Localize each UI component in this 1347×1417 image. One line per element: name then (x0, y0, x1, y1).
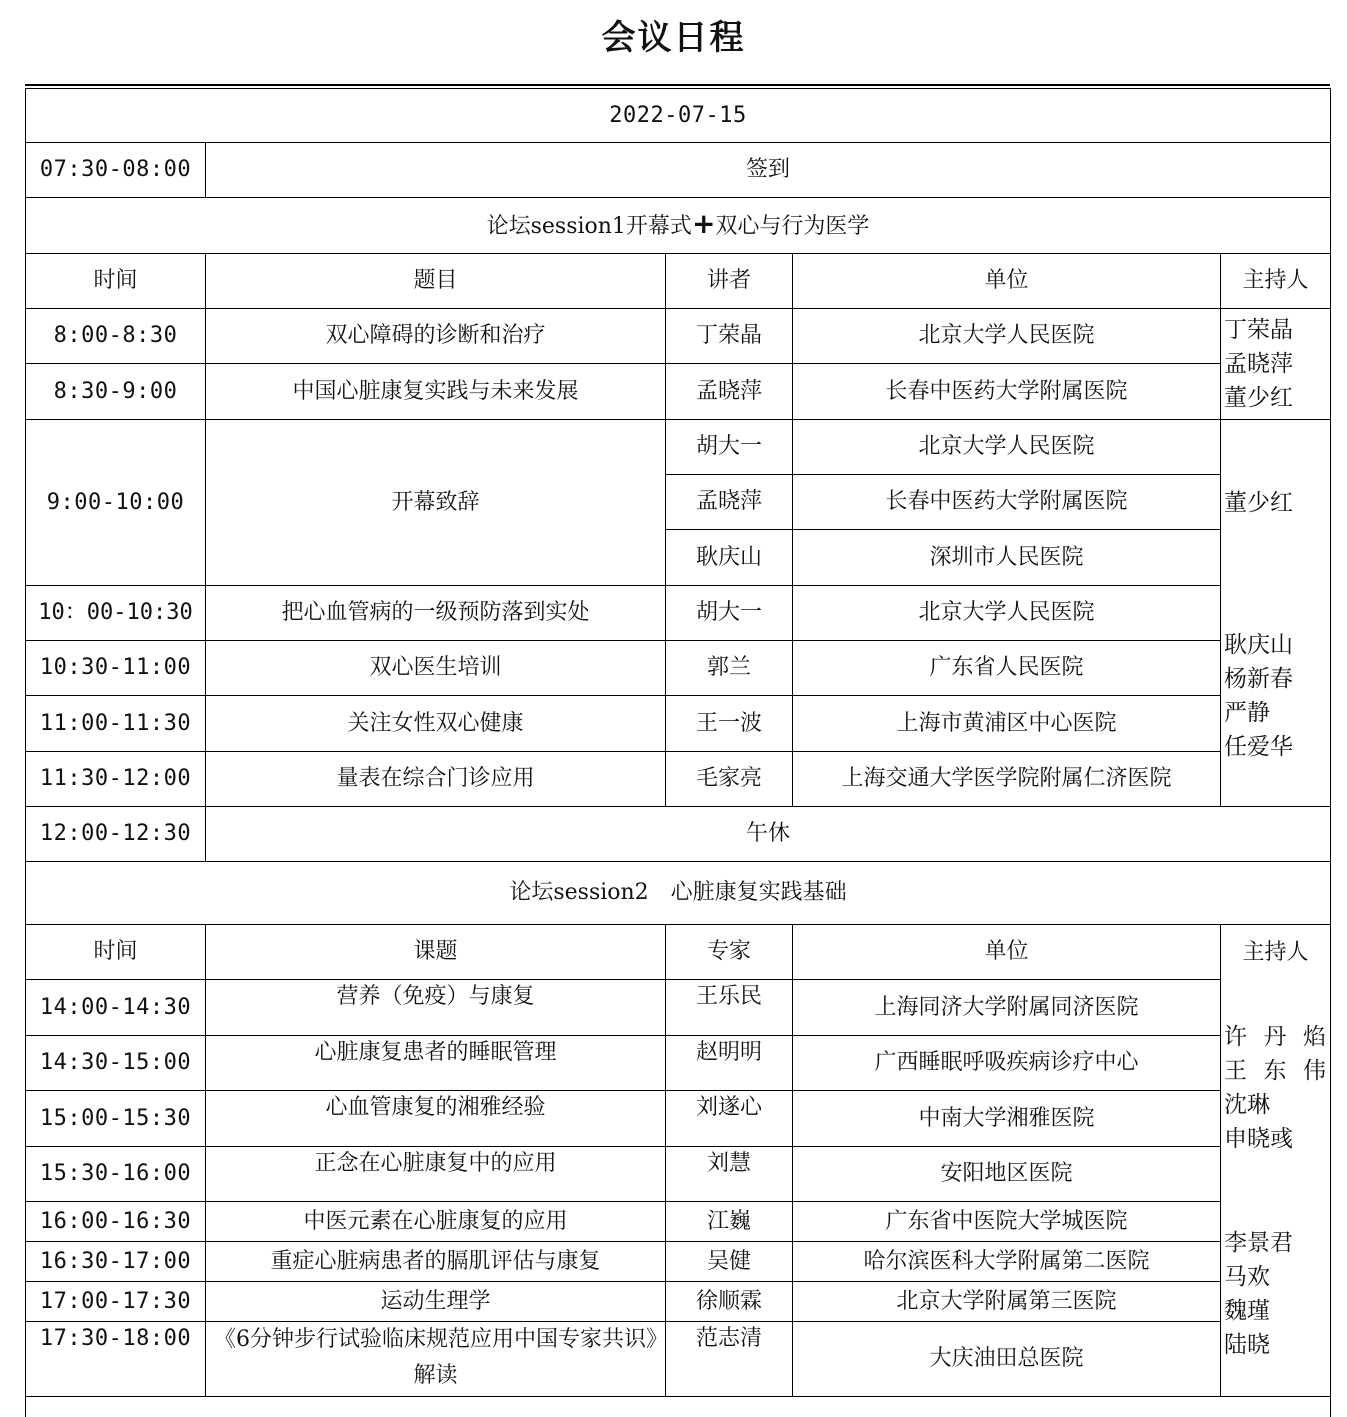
row-time: 16:30-17:00 (26, 1242, 206, 1282)
row-unit: 深圳市人民医院 (793, 530, 1221, 586)
session2-title-row (26, 862, 1331, 925)
row-time: 8:30-9:00 (26, 364, 206, 420)
hosts-cell (1221, 1202, 1331, 1397)
row-topic: 中医元素在心脏康复的应用 (206, 1202, 666, 1242)
lunch-time: 12:00-12:30 (26, 807, 206, 862)
table-row (26, 1036, 1331, 1091)
title-divider (25, 84, 1330, 86)
session1-header-row (26, 254, 1331, 309)
row-speaker: 毛家亮 (666, 752, 793, 807)
header-host: 主持人 (1221, 254, 1331, 309)
row-topic: 正念在心脏康复中的应用 (206, 1147, 666, 1202)
row-unit: 北京大学附属第三医院 (793, 1282, 1221, 1322)
row-topic: 心血管康复的湘雅经验 (206, 1091, 666, 1147)
date-row (26, 89, 1331, 143)
row-speaker: 王一波 (666, 696, 793, 752)
row-unit: 北京大学人民医院 (793, 586, 1221, 641)
row-unit: 哈尔滨医科大学附属第二医院 (793, 1242, 1221, 1282)
host-name: 申晓彧 (1224, 1125, 1293, 1152)
row-unit: 北京大学人民医院 (793, 420, 1221, 475)
row-topic: 营养（免疫）与康复 (206, 980, 666, 1036)
row-unit: 广西睡眠呼吸疾病诊疗中心 (793, 1036, 1221, 1091)
row-speaker: 孟晓萍 (666, 364, 793, 420)
row-time: 8:00-8:30 (26, 309, 206, 364)
hosts-cell (1221, 980, 1331, 1202)
row-speaker: 耿庆山 (666, 530, 793, 586)
host-name: 严静 (1224, 699, 1270, 726)
row-topic: 开幕致辞 (206, 420, 666, 586)
signin-label: 签到 (206, 143, 1331, 198)
host-name: 陆晓 (1224, 1331, 1270, 1358)
table-row (26, 364, 1331, 420)
header-unit: 单位 (793, 254, 1221, 309)
row-speaker: 丁荣晶 (666, 309, 793, 364)
table-row (26, 1147, 1331, 1202)
row-speaker: 胡大一 (666, 420, 793, 475)
row-topic: 量表在综合门诊应用 (206, 752, 666, 807)
row-speaker: 徐顺霖 (666, 1282, 793, 1322)
session1-title-b: 双心与行为医学 (715, 214, 870, 239)
header-time: 时间 (26, 925, 206, 980)
signin-row (26, 143, 1331, 198)
row-speaker: 范志清 (666, 1322, 793, 1397)
session1-title-row (26, 198, 1331, 254)
session2-title: 论坛session2 心脏康复实践基础 (26, 862, 1331, 925)
host-name: 杨新春 (1224, 665, 1293, 692)
row-speaker: 孟晓萍 (666, 475, 793, 530)
row-unit: 广东省中医院大学城医院 (793, 1202, 1221, 1242)
page-title: 会议日程 (601, 18, 746, 58)
hosts-cell (1221, 420, 1331, 586)
date-cell: 2022-07-15 (26, 89, 1331, 143)
header-time: 时间 (26, 254, 206, 309)
row-topic: 运动生理学 (206, 1282, 666, 1322)
table-row (26, 1322, 1331, 1397)
row-topic: 关注女性双心健康 (206, 696, 666, 752)
row-speaker: 郭兰 (666, 641, 793, 696)
row-unit: 上海同济大学附属同济医院 (793, 980, 1221, 1036)
table-row (26, 1242, 1331, 1282)
row-time: 10：00-10:30 (26, 586, 206, 641)
host-name: 魏瑾 (1224, 1297, 1270, 1324)
host-name: 丁荣晶 (1224, 317, 1293, 343)
plus-icon: + (691, 207, 716, 240)
row-time: 14:30-15:00 (26, 1036, 206, 1091)
row-topic: 《6分钟步行试验临床规范应用中国专家共识》解读 (206, 1322, 666, 1397)
row-unit: 中南大学湘雅医院 (793, 1091, 1221, 1147)
lunch-row (26, 807, 1331, 862)
row-time: 14:00-14:30 (26, 980, 206, 1036)
row-time: 15:30-16:00 (26, 1147, 206, 1202)
row-time: 17:00-17:30 (26, 1282, 206, 1322)
table-row (26, 1091, 1331, 1147)
row-time: 17:30-18:00 (26, 1322, 206, 1397)
row-topic: 中国心脏康复实践与未来发展 (206, 364, 666, 420)
row-speaker: 胡大一 (666, 586, 793, 641)
row-time: 11:00-11:30 (26, 696, 206, 752)
row-unit: 上海交通大学医学院附属仁济医院 (793, 752, 1221, 807)
session1-title-a: 论坛session1开幕式 (486, 214, 692, 239)
row-unit: 大庆油田总医院 (793, 1322, 1221, 1397)
table-row (26, 696, 1331, 752)
table-row (26, 752, 1331, 807)
row-time: 10:30-11:00 (26, 641, 206, 696)
session2-header-row (26, 925, 1331, 980)
table-row (26, 1282, 1331, 1322)
host-name: 沈琳 (1224, 1091, 1270, 1118)
table-row (26, 309, 1331, 364)
row-time: 11:30-12:00 (26, 752, 206, 807)
trailing-cell (26, 1397, 1331, 1417)
row-unit: 北京大学人民医院 (793, 309, 1221, 364)
header-speaker: 讲者 (666, 254, 793, 309)
table-row (26, 1202, 1331, 1242)
row-speaker: 刘慧 (666, 1147, 793, 1202)
table-row (26, 586, 1331, 641)
session1-title (26, 198, 1331, 254)
table-row (26, 641, 1331, 696)
row-topic: 心脏康复患者的睡眠管理 (206, 1036, 666, 1091)
table-row (26, 980, 1331, 1036)
row-unit: 广东省人民医院 (793, 641, 1221, 696)
header-topic: 题目 (206, 254, 666, 309)
lunch-label: 午休 (206, 807, 1331, 862)
row-time: 16:00-16:30 (26, 1202, 206, 1242)
row-speaker: 赵明明 (666, 1036, 793, 1091)
header-host: 主持人 (1221, 925, 1331, 980)
row-topic: 双心医生培训 (206, 641, 666, 696)
header-topic: 课题 (206, 925, 666, 980)
header-speaker: 专家 (666, 925, 793, 980)
row-time: 9:00-10:00 (26, 420, 206, 586)
host-name: 董少红 (1224, 489, 1293, 516)
header-unit: 单位 (793, 925, 1221, 980)
host-name: 马欢 (1224, 1263, 1270, 1290)
trailing-row (26, 1397, 1331, 1417)
row-unit: 长春中医药大学附属医院 (793, 475, 1221, 530)
row-speaker: 吴健 (666, 1242, 793, 1282)
signin-time: 07:30-08:00 (26, 143, 206, 198)
row-speaker: 江巍 (666, 1202, 793, 1242)
row-unit: 长春中医药大学附属医院 (793, 364, 1221, 420)
host-name: 董少红 (1224, 385, 1293, 411)
host-name: 孟晓萍 (1224, 351, 1293, 377)
row-unit: 上海市黄浦区中心医院 (793, 696, 1221, 752)
host-name: 耿庆山 (1224, 631, 1293, 658)
row-speaker: 刘遂心 (666, 1091, 793, 1147)
row-unit: 安阳地区医院 (793, 1147, 1221, 1202)
hosts-cell (1221, 586, 1331, 807)
schedule-table (25, 88, 1331, 1417)
host-name: 许 丹 焰 (1224, 1023, 1327, 1050)
row-topic: 双心障碍的诊断和治疗 (206, 309, 666, 364)
table-row (26, 420, 1331, 475)
hosts-cell (1221, 309, 1331, 420)
row-topic: 重症心脏病患者的膈肌评估与康复 (206, 1242, 666, 1282)
host-name: 王 东 伟 (1224, 1057, 1327, 1084)
host-name: 任爱华 (1224, 733, 1293, 760)
row-speaker: 王乐民 (666, 980, 793, 1036)
host-name: 李景君 (1224, 1229, 1293, 1256)
row-time: 15:00-15:30 (26, 1091, 206, 1147)
row-topic: 把心血管病的一级预防落到实处 (206, 586, 666, 641)
